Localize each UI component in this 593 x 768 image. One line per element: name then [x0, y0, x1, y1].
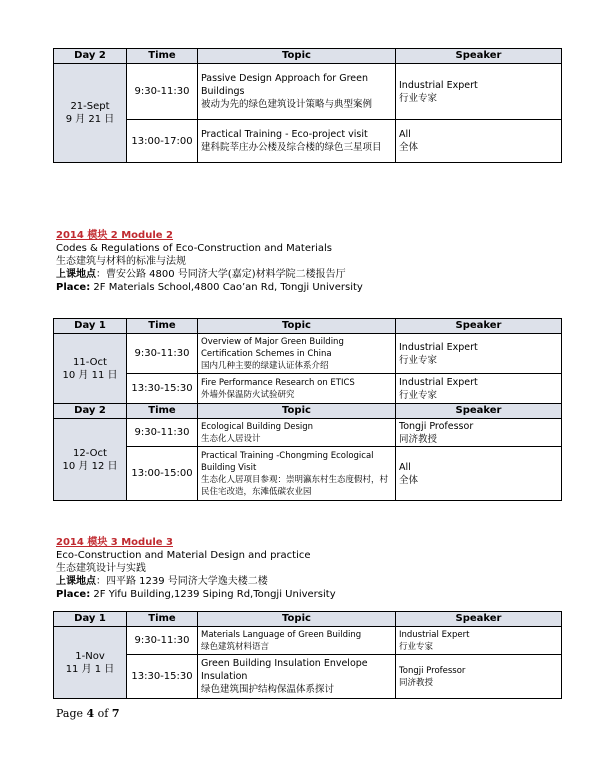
topic-cn: 绿色建筑围护结构保温体系探讨 [201, 684, 335, 695]
header-topic: Topic [198, 319, 396, 334]
time-cell: 9:30-11:30 [127, 64, 198, 120]
topic-cell [198, 334, 396, 374]
location-value: ：曹安公路 4800 号同济大学(嘉定)材料学院二楼报告厅 [96, 269, 346, 280]
speaker-en: Industrial Expert [399, 341, 478, 353]
time-cell: 13:00-15:00 [127, 447, 198, 501]
speaker-cell [396, 447, 562, 501]
table-header-row [54, 49, 562, 64]
table-row [54, 64, 562, 120]
schedule-table-module3 [53, 611, 562, 699]
date-cn: 11 月 1 日 [65, 663, 115, 675]
speaker-cn: 行业专家 [399, 92, 438, 104]
header-day: Day 1 [54, 612, 127, 627]
speaker-cn: 行业专家 [399, 354, 438, 366]
topic-cell [198, 655, 396, 699]
speaker-cn: 同济教授 [399, 677, 434, 688]
module3-subtitle-en: Eco-Construction and Material Design and practice [56, 550, 311, 561]
speaker-cn: 同济教授 [399, 433, 438, 445]
header-day: Day 1 [54, 319, 127, 334]
speaker-cell [396, 334, 562, 374]
header-time: Time [127, 319, 198, 334]
topic-cell [198, 120, 396, 163]
header-time: Time [127, 49, 198, 64]
schedule-table-module1-day2 [53, 48, 562, 163]
place-label: Place: [56, 589, 91, 600]
topic-cn: 生态化人居项目参观：崇明瀛东村生态度假村，村民住宅改造，东滩低碳农业园 [201, 474, 389, 497]
date-cell [54, 64, 127, 163]
date-en: 1-Nov [75, 650, 105, 662]
place-label: Place: [56, 282, 91, 293]
header-topic: Topic [198, 404, 396, 419]
header-topic: Topic [198, 612, 396, 627]
speaker-en: Industrial Expert [399, 376, 478, 388]
topic-en: Ecological Building Design [201, 421, 314, 432]
date-cell [54, 627, 127, 699]
module3-title: 2014 模块 3 Module 3 [56, 537, 173, 548]
topic-cn: 绿色建筑材料语言 [201, 641, 270, 652]
module3-place [56, 588, 336, 601]
speaker-en: Tongji Professor [399, 665, 466, 676]
place-value: 2F Materials School,4800 Cao’an Rd, Tongji University [90, 282, 363, 293]
header-time: Time [127, 612, 198, 627]
speaker-cell [396, 120, 562, 163]
speaker-cell [396, 64, 562, 120]
date-cn: 9 月 21 日 [65, 114, 115, 125]
topic-cell [198, 627, 396, 655]
module3-location [56, 575, 336, 588]
topic-cn: 外墙外保温防火试验研究 [201, 389, 295, 400]
topic-en: Overview of Major Green Building Certification Schemes in China [201, 336, 344, 359]
topic-en: Materials Language of Green Building [201, 629, 362, 640]
table-row [54, 120, 562, 163]
speaker-cell [396, 655, 562, 699]
speaker-cn: 全体 [399, 474, 419, 486]
header-speaker: Speaker [396, 49, 562, 64]
date-en: 11-Oct [73, 356, 107, 368]
table-header-row [54, 404, 562, 419]
table-row [54, 447, 562, 501]
topic-cn: 建科院莘庄办公楼及综合楼的绿色三星项目 [201, 142, 382, 153]
header-day: Day 2 [54, 49, 127, 64]
topic-cell [198, 64, 396, 120]
page-number: 4 [86, 707, 95, 720]
header-speaker: Speaker [396, 612, 562, 627]
topic-en: Fire Performance Research on ETICS [201, 377, 355, 388]
place-value: 2F Yifu Building,1239 Siping Rd,Tongji University [90, 589, 336, 600]
date-cn: 10 月 11 日 [62, 369, 118, 381]
date-cn: 10 月 12 日 [62, 460, 118, 472]
speaker-en: All [399, 129, 411, 140]
module2-place [56, 281, 376, 294]
header-time: Time [127, 404, 198, 419]
header-topic: Topic [198, 49, 396, 64]
table-row [54, 627, 562, 655]
date-en: 12-Oct [73, 447, 107, 459]
table-header-row [54, 612, 562, 627]
topic-cn: 国内几种主要的绿建认证体系介绍 [201, 360, 329, 371]
module2-subtitle-cn: 生态建筑与材料的标准与法规 [56, 256, 186, 267]
speaker-cell [396, 374, 562, 404]
module2-title: 2014 模块 2 Module 2 [56, 230, 173, 241]
speaker-cell [396, 419, 562, 447]
location-label: 上课地点 [56, 576, 96, 587]
location-value: ：四平路 1239 号同济大学逸夫楼二楼 [96, 576, 268, 587]
module2-subtitle-en: Codes & Regulations of Eco-Construction and Materials [56, 243, 332, 254]
table-row [54, 655, 562, 699]
module3-subtitle-cn: 生态建筑设计与实践 [56, 563, 146, 574]
time-cell: 13:30-15:30 [127, 655, 198, 699]
speaker-en: Tongji Professor [399, 420, 474, 432]
time-cell: 9:30-11:30 [127, 334, 198, 374]
speaker-en: Industrial Expert [399, 79, 478, 91]
time-cell: 13:00-17:00 [127, 120, 198, 163]
page-total: 7 [111, 707, 120, 720]
table-row [54, 334, 562, 374]
module2-heading [56, 229, 376, 294]
time-cell: 9:30-11:30 [127, 419, 198, 447]
topic-en: Practical Training -Chongming Ecological Building Visit [201, 450, 374, 473]
speaker-cn: 行业专家 [399, 389, 438, 401]
header-speaker: Speaker [396, 404, 562, 419]
speaker-en: Industrial Expert [399, 629, 470, 640]
topic-cn: 被动为先的绿色建筑设计策略与典型案例 [201, 99, 373, 110]
topic-en: Green Building Insulation Envelope Insulation [201, 658, 368, 682]
header-speaker: Speaker [396, 319, 562, 334]
page-prefix: Page [56, 707, 87, 720]
topic-cn: 生态化人居设计 [201, 433, 261, 444]
date-cell [54, 334, 127, 404]
topic-en: Practical Training - Eco-project visit [201, 129, 368, 140]
time-cell: 9:30-11:30 [127, 627, 198, 655]
table-row [54, 419, 562, 447]
speaker-en: All [399, 461, 411, 473]
date-en: 21-Sept [70, 101, 110, 112]
speaker-cell [396, 627, 562, 655]
topic-en: Passive Design Approach for Green Buildings [201, 73, 368, 97]
table-row [54, 374, 562, 404]
header-day: Day 2 [54, 404, 127, 419]
table-header-row [54, 319, 562, 334]
topic-cell [198, 447, 396, 501]
module2-location [56, 268, 376, 281]
time-cell: 13:30-15:30 [127, 374, 198, 404]
page-of: of [94, 707, 112, 720]
topic-cell [198, 419, 396, 447]
speaker-cn: 行业专家 [399, 641, 434, 652]
location-label: 上课地点 [56, 269, 96, 280]
topic-cell [198, 374, 396, 404]
page-footer [56, 707, 120, 720]
module3-heading [56, 536, 336, 601]
date-cell [54, 419, 127, 501]
speaker-cn: 全体 [399, 142, 419, 153]
schedule-table-module2 [53, 318, 562, 501]
